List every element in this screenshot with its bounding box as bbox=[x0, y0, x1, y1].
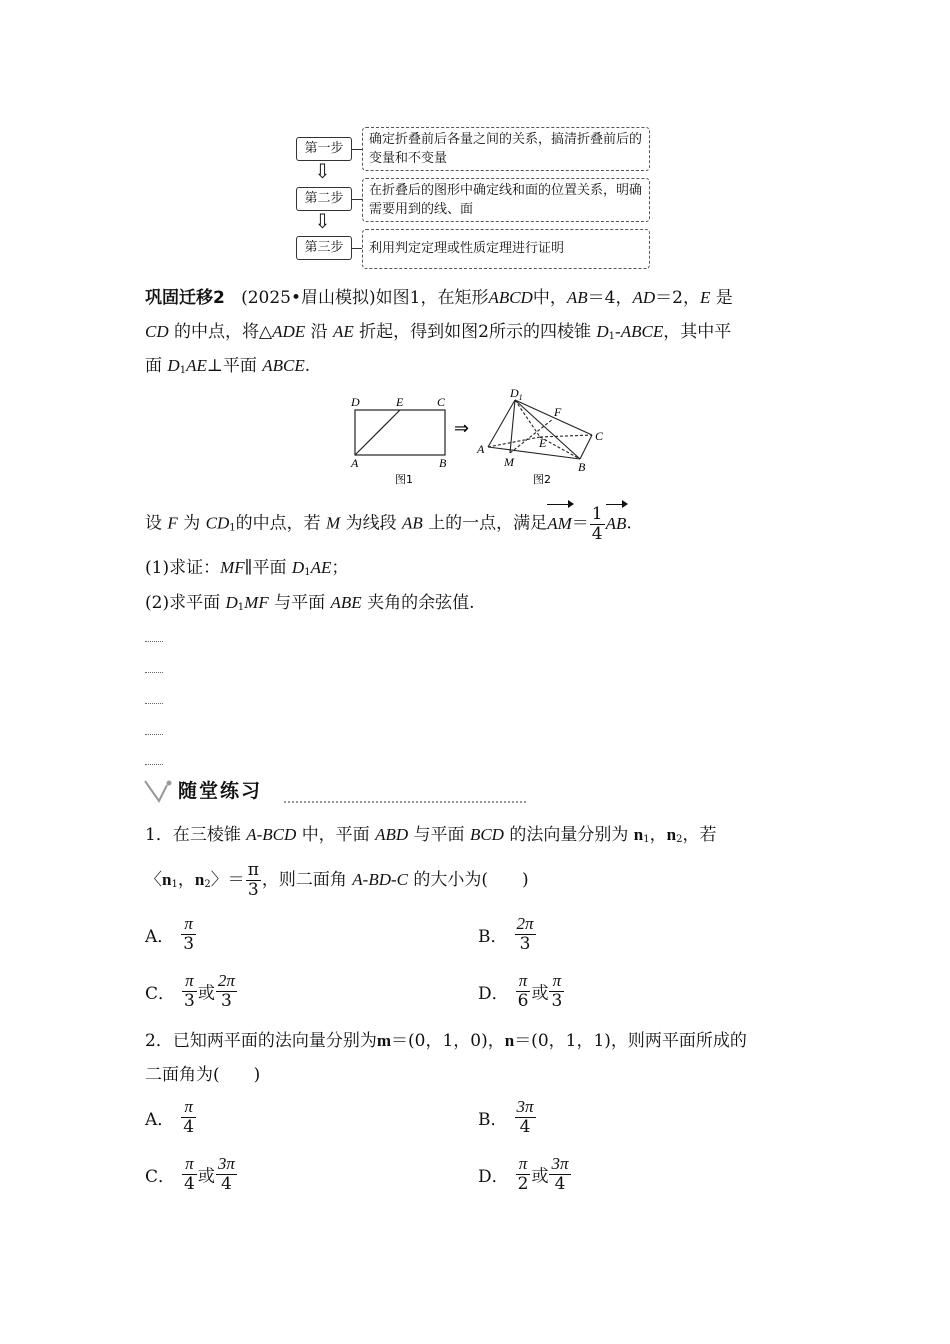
fig1-label-d: D bbox=[351, 395, 360, 409]
fig2-label-f: F bbox=[554, 405, 562, 419]
answer-blank bbox=[145, 640, 163, 642]
vector-ab: AB bbox=[606, 507, 627, 541]
step-1-connector bbox=[351, 149, 362, 150]
step-3-label: 第三步 bbox=[296, 236, 352, 260]
q2-line-2: 二面角为( ) bbox=[145, 1065, 261, 1085]
fig2-label-e: E bbox=[539, 436, 547, 450]
step-3-connector bbox=[351, 248, 362, 249]
step-1-label: 第一步 bbox=[296, 137, 352, 161]
step-2-connector bbox=[351, 199, 362, 200]
fig1-label-b: B bbox=[439, 456, 447, 470]
down-arrow-icon: ⇩ bbox=[314, 209, 331, 233]
fraction-quarter: $\frac{1}{4}$ bbox=[591, 504, 603, 544]
vector-am: AM bbox=[547, 507, 572, 541]
answer-blank bbox=[145, 702, 163, 704]
fig2-label-a: A bbox=[477, 442, 485, 456]
problem-line-1: 巩固迁移2 (2025•眉山模拟)如图1，在矩形ABCD中，AB＝4，AD＝2，E 是 bbox=[145, 288, 733, 308]
figure-1 bbox=[350, 395, 447, 486]
problem-line-2: CD 的中点，将△ADE 沿 AE 折起，得到如图2所示的四棱锥 $D_1$-ABCE，其中平 bbox=[145, 322, 732, 342]
fig2-edge-ab bbox=[488, 447, 580, 459]
fig2-edge-bc bbox=[580, 435, 592, 459]
fig2-label-d1: $D_1$ bbox=[510, 386, 523, 402]
answer-blank bbox=[145, 733, 163, 735]
fig2-edge-ae bbox=[488, 437, 540, 447]
problem-source: (2025•眉山模拟) bbox=[241, 288, 376, 308]
q1-line-1: 1．在三棱锥 A-BCD 中，平面 ABD 与平面 BCD 的法向量分别为 $n_1$，$n_2$，若 bbox=[145, 825, 717, 845]
fig2-edge-mf bbox=[510, 419, 553, 453]
q1-option-d[interactable]: D． $\frac{\pi}{6}$ 或 $\frac{\pi}{3}$ bbox=[478, 971, 563, 1011]
fig2-caption: 图2 bbox=[533, 473, 551, 486]
given-line: 设 F 为 $CD_1$的中点，若 M 为线段 AB 上的一点，满足AM＝ $\frac{1}{4}$ AB. bbox=[145, 504, 632, 544]
figures bbox=[340, 385, 630, 490]
figure-2-labels bbox=[476, 386, 604, 486]
fig1-label-c: C bbox=[437, 395, 446, 409]
q1-line-2: 〈$n_1$，$n_2$〉＝ $\frac{\pi}{3}$ ，则二面角 A-BD-C 的大小为( ) bbox=[145, 860, 529, 900]
fig2-label-b: B bbox=[578, 460, 586, 474]
section-marker-icon bbox=[143, 777, 177, 805]
part-2: (2)求平面 $D_1MF$ 与平面 ABE 夹角的余弦值. bbox=[145, 593, 475, 613]
figure-2 bbox=[488, 400, 592, 459]
answer-blank bbox=[145, 671, 163, 673]
down-arrow-icon: ⇩ bbox=[314, 159, 331, 183]
q2-line-1: 2．已知两平面的法向量分别为m＝(0，1，0)，n＝(0，1，1)，则两平面所成的 bbox=[145, 1031, 747, 1051]
q1-option-b[interactable]: B． $\frac{2\pi}{3}$ bbox=[478, 914, 534, 954]
q1-option-a[interactable]: A． $\frac{\pi}{3}$ bbox=[145, 914, 195, 954]
fig1-caption: 图1 bbox=[395, 473, 413, 486]
q2-option-c[interactable]: C． $\frac{\pi}{4}$ 或 $\frac{3\pi}{4}$ bbox=[145, 1154, 235, 1194]
fig2-edge-d1b bbox=[515, 400, 580, 459]
q2-option-d[interactable]: D． $\frac{\pi}{2}$ 或 $\frac{3\pi}{4}$ bbox=[478, 1154, 569, 1194]
fig1-rectangle bbox=[355, 410, 445, 455]
fig2-label-m: M bbox=[504, 455, 514, 469]
q1-option-c[interactable]: C． $\frac{\pi}{3}$ 或 $\frac{2\pi}{3}$ bbox=[145, 971, 235, 1011]
fig2-edge-ec bbox=[540, 435, 592, 437]
step-2-text: 在折叠后的图形中确定线和面的位置关系，明确需要用到的线、面 bbox=[362, 178, 650, 222]
fig1-label-a: A bbox=[351, 456, 359, 470]
problem-title: 巩固迁移2 bbox=[145, 288, 225, 308]
fig1-segment-ae bbox=[355, 410, 400, 455]
problem-line-3: 面 $D_1AE\perp$平面 ABCE. bbox=[145, 356, 311, 376]
step-1-text: 确定折叠前后各量之间的关系，搞清折叠前后的变量和不变量 bbox=[362, 127, 650, 171]
answer-blank bbox=[145, 763, 163, 765]
section-title: 随堂练习 bbox=[178, 780, 263, 802]
section-divider bbox=[284, 801, 526, 803]
q2-option-b[interactable]: B． $\frac{3\pi}{4}$ bbox=[478, 1097, 534, 1137]
step-3-text: 利用判定定理或性质定理进行证明 bbox=[362, 229, 650, 269]
fig1-label-e: E bbox=[396, 395, 404, 409]
q2-option-a[interactable]: A． $\frac{\pi}{4}$ bbox=[145, 1097, 195, 1137]
fig2-label-c: C bbox=[595, 429, 604, 443]
implies-arrow-icon: ⇒ bbox=[454, 418, 470, 438]
step-2-label: 第二步 bbox=[296, 187, 352, 211]
part-1: (1)求证：MF∥平面 $D_1AE$； bbox=[145, 558, 349, 578]
